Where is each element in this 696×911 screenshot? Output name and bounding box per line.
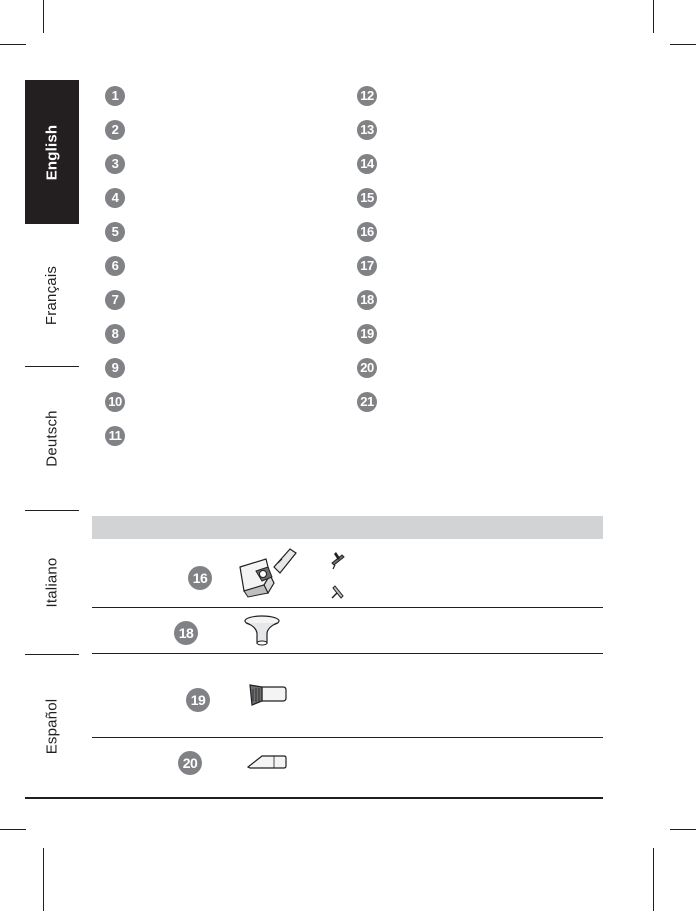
crop-mark bbox=[43, 848, 44, 911]
part-number-badge: 20 bbox=[357, 358, 377, 378]
crop-mark bbox=[670, 44, 696, 45]
floor-brush-icon bbox=[234, 545, 304, 601]
lang-tab-label: English bbox=[43, 124, 61, 180]
part-number-badge: 10 bbox=[105, 392, 125, 412]
page-bottom-rule bbox=[25, 797, 603, 799]
upholstery-nozzle-icon bbox=[248, 681, 288, 709]
table-row-divider bbox=[92, 607, 603, 608]
part-number-badge: 13 bbox=[357, 120, 377, 140]
part-number-badge: 6 bbox=[105, 256, 125, 276]
part-number-badge: 18 bbox=[357, 290, 377, 310]
part-number-badge: 3 bbox=[105, 154, 125, 174]
dusting-brush-icon bbox=[242, 613, 282, 647]
accessory-number-badge: 20 bbox=[178, 751, 202, 775]
part-number-badge: 21 bbox=[357, 392, 377, 412]
lang-tab-label: Français bbox=[43, 265, 61, 325]
part-number-badge: 1 bbox=[105, 86, 125, 106]
part-number-badge: 16 bbox=[357, 222, 377, 242]
accessory-number-badge: 18 bbox=[174, 621, 198, 645]
accessory-number-badge: 16 bbox=[188, 566, 212, 590]
scraper-strip-icon bbox=[330, 583, 348, 601]
part-number-badge: 5 bbox=[105, 222, 125, 242]
part-number-badge: 12 bbox=[357, 86, 377, 106]
table-row-divider bbox=[92, 653, 603, 654]
part-number-badge: 9 bbox=[105, 358, 125, 378]
crop-mark bbox=[670, 829, 696, 830]
part-number-badge: 8 bbox=[105, 324, 125, 344]
lang-tab-deutsch[interactable] bbox=[25, 367, 79, 510]
crop-mark bbox=[0, 44, 26, 45]
lang-tab-label: Deutsch bbox=[43, 410, 61, 467]
lang-tab-italiano[interactable] bbox=[25, 511, 79, 654]
brush-strip-icon bbox=[328, 549, 348, 571]
accessory-table-header bbox=[92, 516, 603, 539]
lang-tab-english[interactable] bbox=[25, 80, 79, 224]
part-number-badge: 14 bbox=[357, 154, 377, 174]
lang-tab-label: Español bbox=[43, 698, 61, 754]
lang-tab-francais[interactable] bbox=[25, 224, 79, 366]
crop-mark bbox=[653, 0, 654, 33]
lang-tab-espanol[interactable] bbox=[25, 655, 79, 797]
table-row-divider bbox=[92, 737, 603, 738]
part-number-badge: 2 bbox=[105, 120, 125, 140]
part-number-badge: 17 bbox=[357, 256, 377, 276]
lang-tab-label: Italiano bbox=[43, 557, 61, 608]
part-number-badge: 11 bbox=[105, 426, 125, 446]
crop-mark bbox=[653, 848, 654, 911]
part-number-badge: 19 bbox=[357, 324, 377, 344]
crop-mark bbox=[43, 0, 44, 33]
crop-mark bbox=[0, 829, 26, 830]
part-number-badge: 4 bbox=[105, 188, 125, 208]
part-number-badge: 7 bbox=[105, 290, 125, 310]
part-number-badge: 15 bbox=[357, 188, 377, 208]
accessory-number-badge: 19 bbox=[186, 688, 210, 712]
crevice-tool-icon bbox=[246, 753, 288, 771]
